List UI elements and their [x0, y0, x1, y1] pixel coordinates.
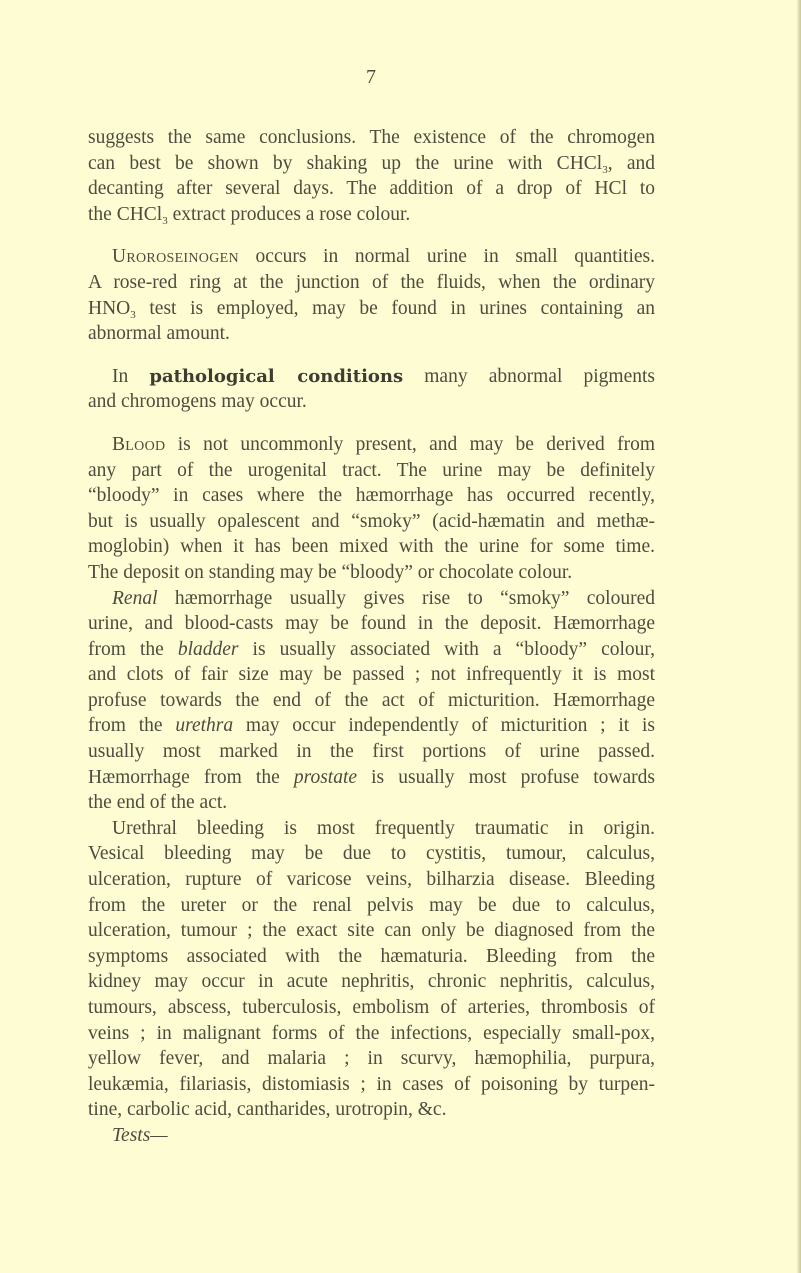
- text-segment: extract produces a rose colour.: [167, 203, 411, 225]
- text-segment: symptoms associated with the hæmaturia. Bleeding from the: [88, 945, 655, 967]
- text-segment: usually most marked in the first portions of urine passed.: [88, 741, 655, 763]
- text-line: [88, 611, 655, 637]
- text-segment: many abnormal pigments: [403, 365, 655, 387]
- text-line: [88, 364, 655, 390]
- text-segment: test is employed, may be found in urines containing an: [135, 297, 655, 319]
- text-line: [88, 534, 655, 560]
- text-line: [88, 969, 655, 995]
- text-line: [88, 432, 655, 458]
- text-segment: hæmorrhage usually gives rise to “smoky” coloured: [157, 587, 655, 609]
- text-segment: from the: [88, 638, 178, 660]
- text-line: [88, 458, 655, 484]
- text-line: [88, 765, 655, 791]
- text-line: [88, 321, 655, 347]
- text-segment: Hæmorrhage from the: [88, 766, 294, 788]
- text-segment: ulceration, rupture of varicose veins, bilharzia disease. Bleeding: [88, 869, 655, 891]
- text-segment: Vesical bleeding may be due to cystitis, tumour, calculus,: [88, 843, 655, 865]
- text-line: [88, 918, 655, 944]
- text-segment: abnormal amount.: [88, 323, 230, 345]
- text-segment: prostate: [293, 766, 358, 788]
- text-segment: In: [112, 365, 150, 387]
- text-segment: tumours, abscess, tuberculosis, embolism of arteries, thrombosis of: [88, 997, 655, 1018]
- text-segment: but is usually opalescent and “smoky” (acid-hæmatin and methæ-: [88, 510, 655, 532]
- text-line: [88, 688, 655, 714]
- text-line: [88, 816, 655, 842]
- text-segment: A rose-red ring at the junction of the fluids, when the ordinary: [88, 271, 655, 293]
- text-segment: can best be shown by shaking up the urine with CHCl: [88, 152, 603, 174]
- text-segment: any part of the urogenital tract. The urine may be definitely: [88, 459, 655, 481]
- text-segment: kidney may occur in acute nephritis, chronic nephritis, calculus,: [88, 971, 655, 993]
- text-segment: Uroroseinogen: [112, 246, 239, 268]
- text-segment: the CHCl: [88, 203, 163, 225]
- text-segment: profuse towards the end of the act of micturition. Hæmorrhage: [88, 689, 655, 711]
- paragraph: [88, 364, 655, 415]
- text-segment: Tests—: [112, 1124, 168, 1146]
- text-segment: from the: [88, 715, 176, 737]
- text-segment: moglobin) when it has been mixed with the urine for some time.: [88, 536, 655, 558]
- text-segment: the end of the act.: [88, 792, 228, 814]
- text-line: [88, 270, 655, 296]
- text-line: [88, 1072, 655, 1098]
- subscript: 3: [162, 214, 168, 227]
- text-segment: from the ureter or the renal pelvis may be due to calculus,: [88, 894, 655, 916]
- text-line: [88, 841, 655, 867]
- subscript: 3: [130, 308, 136, 321]
- text-segment: bladder: [177, 638, 239, 660]
- text-line: [88, 1021, 655, 1047]
- text-line: [88, 176, 655, 202]
- text-segment: occurs in normal urine in small quantities.: [238, 246, 655, 268]
- page-edge: [797, 0, 801, 1273]
- text-line: [88, 867, 655, 893]
- paragraph: [88, 244, 655, 346]
- text-segment: Renal: [112, 587, 158, 609]
- text-line: [88, 637, 655, 663]
- text-line: [88, 296, 655, 322]
- paragraph: [88, 125, 655, 227]
- text-line: [88, 893, 655, 919]
- bold-heading: pathological conditions: [149, 365, 404, 387]
- page-number: 7: [366, 66, 376, 88]
- text-line: [88, 1097, 655, 1123]
- text-segment: tine, carbolic acid, cantharides, urotropin, &c.: [88, 1099, 447, 1121]
- subscript: 3: [602, 163, 608, 176]
- text-line: [88, 1046, 655, 1072]
- text-segment: may occur independently of micturition ; it is: [233, 715, 655, 737]
- text-segment: Urethral bleeding is most frequently traumatic in origin.: [112, 817, 655, 839]
- text-line: [88, 125, 655, 151]
- text-segment: urethra: [175, 715, 234, 737]
- text-segment: veins ; in malignant forms of the infections, especially small-pox,: [88, 1022, 655, 1044]
- paragraph: [88, 432, 655, 586]
- text-line: [88, 509, 655, 535]
- text-segment: and clots of fair size may be passed ; not infrequently it is most: [88, 664, 655, 686]
- text-line: [88, 560, 655, 586]
- text-segment: is not uncommonly present, and may be derived from: [165, 433, 655, 455]
- body-text: [88, 125, 655, 1149]
- paragraph: [88, 1123, 655, 1149]
- text-segment: The deposit on standing may be “bloody” or chocolate colour.: [88, 561, 573, 583]
- text-segment: yellow fever, and malaria ; in scurvy, hæmophilia, purpura,: [88, 1048, 655, 1070]
- text-line: [88, 244, 655, 270]
- text-line: [88, 944, 655, 970]
- text-line: [88, 389, 655, 415]
- text-segment: “bloody” in cases where the hæmorrhage has occurred recently,: [88, 485, 655, 507]
- text-line: [88, 739, 655, 765]
- text-line: [88, 1123, 655, 1149]
- text-line: [88, 790, 655, 816]
- text-segment: suggests the same conclusions. The existence of the chromogen: [88, 127, 655, 148]
- text-line: [88, 151, 655, 177]
- text-line: [88, 586, 655, 612]
- text-line: [88, 662, 655, 688]
- text-segment: HNO: [88, 297, 131, 319]
- text-segment: is usually associated with a “bloody” colour,: [238, 638, 655, 660]
- text-segment: and chromogens may occur.: [88, 391, 307, 413]
- text-segment: leukæmia, filariasis, distomiasis ; in cases of poisoning by turpen-: [88, 1073, 655, 1095]
- text-segment: ulceration, tumour ; the exact site can only be diagnosed from the: [88, 920, 655, 942]
- paragraph: [88, 586, 655, 816]
- text-segment: is usually most profuse towards: [357, 766, 655, 788]
- text-segment: , and: [607, 152, 656, 174]
- text-line: [88, 483, 655, 509]
- text-line: [88, 713, 655, 739]
- text-segment: Blood: [112, 433, 166, 455]
- text-segment: decanting after several days. The addition of a drop of HCl to: [88, 178, 655, 200]
- paragraph: [88, 816, 655, 1123]
- text-segment: urine, and blood-casts may be found in the deposit. Hæmorrhage: [88, 613, 655, 635]
- text-line: [88, 202, 655, 228]
- text-line: [88, 995, 655, 1021]
